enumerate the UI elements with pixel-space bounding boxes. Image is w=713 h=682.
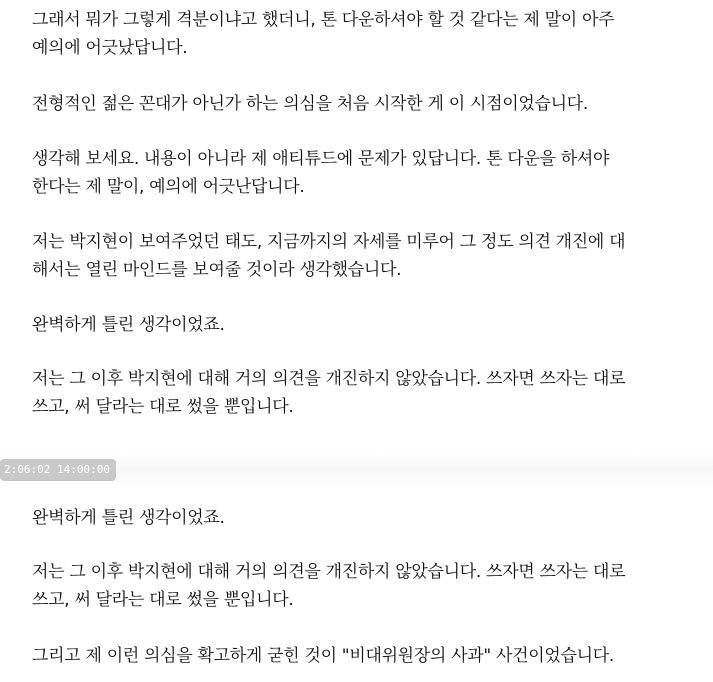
paragraph-5-line-1: 완벽하게 틀린 생각이었죠. <box>32 315 225 335</box>
paragraph-1-line-2: 예의에 어긋났답니다. <box>32 38 188 58</box>
paragraph-4-line-1: 저는 박지현이 보여주었던 태도, 지금까지의 자세를 미루어 그 정도 의견 개진에 대 <box>32 232 626 252</box>
paragraph-2 <box>32 90 692 118</box>
paragraph-4 <box>32 228 692 284</box>
paragraph-6-line-1: 저는 그 이후 박지현에 대해 거의 의견을 개진하지 않았습니다. 쓰자면 쓰자는 대로 <box>32 369 626 389</box>
paragraph-7 <box>32 504 692 532</box>
paragraph-3 <box>32 145 692 201</box>
paragraph-8-line-2: 쓰고, 써 달라는 대로 썼을 뿐입니다. <box>32 590 294 610</box>
paragraph-4-line-2: 해서는 열린 마인드를 보여줄 것이라 생각했습니다. <box>32 260 402 280</box>
video-timestamp-badge: 2:06:02 14:00:00 <box>0 459 116 481</box>
paragraph-5 <box>32 311 692 339</box>
paragraph-7-line-1: 완벽하게 틀린 생각이었죠. <box>32 508 225 528</box>
paragraph-9 <box>32 642 692 670</box>
paragraph-6-line-2: 쓰고, 써 달라는 대로 썼을 뿐입니다. <box>32 397 294 417</box>
paragraph-2-line-1: 전형적인 젊은 꼰대가 아닌가 하는 의심을 처음 시작한 게 이 시점이었습니다. <box>32 94 588 114</box>
paragraph-8 <box>32 558 692 614</box>
paragraph-8-line-1: 저는 그 이후 박지현에 대해 거의 의견을 개진하지 않았습니다. 쓰자면 쓰자는 대로 <box>32 562 626 582</box>
paragraph-1 <box>32 6 692 62</box>
paragraph-1-line-1: 그래서 뭐가 그렇게 격분이냐고 했더니, 톤 다운하셔야 할 것 같다는 제 말이 아주 <box>32 10 615 30</box>
paragraph-3-line-2: 한다는 제 말이, 예의에 어긋난답니다. <box>32 177 305 197</box>
paragraph-9-line-1: 그리고 제 이런 의심을 확고하게 굳힌 것이 "비대위원장의 사과" 사건이었습니다. <box>32 646 614 666</box>
paragraph-6 <box>32 365 692 421</box>
paragraph-3-line-1: 생각해 보세요. 내용이 아니라 제 애티튜드에 문제가 있답니다. 톤 다운을 하셔야 <box>32 149 610 169</box>
